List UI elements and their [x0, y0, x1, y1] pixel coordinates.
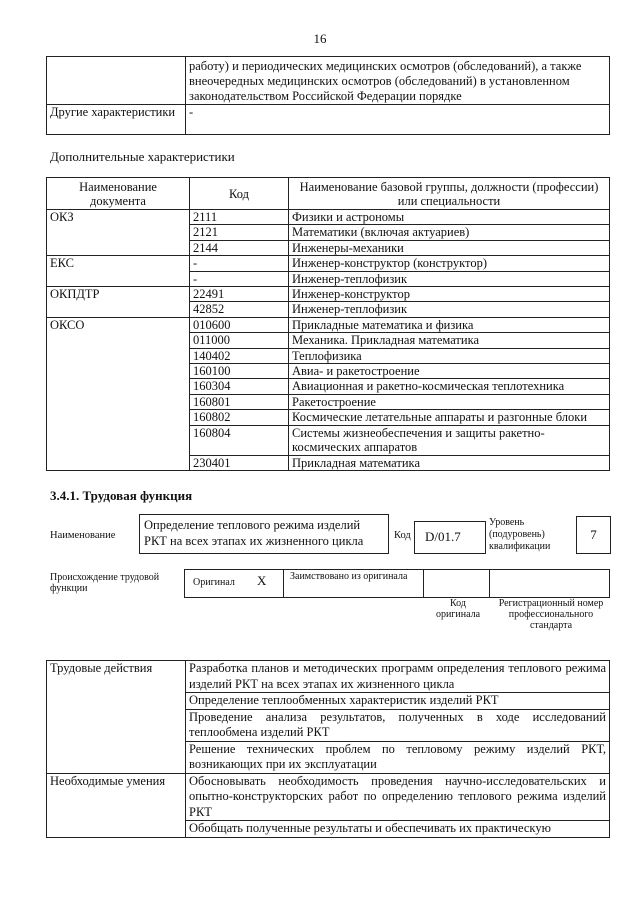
- group-name-cell: Прикладная математика: [289, 455, 610, 470]
- code-cell: 160804: [190, 425, 289, 455]
- function-name-value: Определение теплового режима изделий РКТ на всех этапах их жизненного цикла: [144, 518, 364, 548]
- group-name-cell: Механика. Прикладная математика: [289, 333, 610, 348]
- doc-name-cell: ОКПДТР: [47, 287, 190, 318]
- registration-number-caption: Регистрационный номер профессионального стандарта: [498, 598, 604, 631]
- doc-name-cell: ОКЗ: [47, 210, 190, 256]
- action-item-cell: Решение технических проблем по тепловому режиму изделий РКТ, возникающих при их эксплуатации: [186, 741, 610, 773]
- code-cell: -: [190, 271, 289, 286]
- action-item-cell: Обобщать полученные результаты и обеспечивать их практическую: [186, 821, 610, 838]
- other-characteristics-value: -: [186, 105, 610, 135]
- level-box: [576, 516, 611, 554]
- group-name-cell: Прикладные математика и физика: [289, 317, 610, 332]
- top-characteristics-table: [46, 56, 610, 135]
- code-cell: 160304: [190, 379, 289, 394]
- doc-name-cell: ЕКС: [47, 256, 190, 287]
- header-code: Код: [190, 178, 289, 210]
- table-row: [47, 661, 610, 693]
- function-code-value: D/01.7: [425, 529, 461, 544]
- original-label: Оригинал: [193, 577, 235, 588]
- code-cell: 011000: [190, 333, 289, 348]
- code-cell: 22491: [190, 287, 289, 302]
- group-name-cell: Теплофизика: [289, 348, 610, 363]
- code-cell: 160100: [190, 364, 289, 379]
- function-name-box: [139, 514, 389, 554]
- original-mark: X: [257, 573, 267, 588]
- level-label: Уровень (подуровень) квалификации: [489, 517, 551, 552]
- action-item-cell: Определение теплообменных характеристик изделий РКТ: [186, 693, 610, 710]
- code-cell: 230401: [190, 455, 289, 470]
- name-label: Наименование: [50, 530, 116, 541]
- table-row: [47, 317, 610, 332]
- code-cell: 160801: [190, 394, 289, 409]
- section-title: 3.4.1. Трудовая функция: [50, 488, 193, 503]
- code-cell: 160802: [190, 410, 289, 425]
- table-row: [47, 256, 610, 271]
- action-item-cell: Разработка планов и методических программ определения теплового режима изделий РКТ на всех этапах их жизненного цикла: [186, 661, 610, 693]
- level-value: 7: [590, 527, 597, 542]
- top-table-row1-text: работу) и периодических медицинских осмотров (обследований), а также внеочередных медицинских осмотров (обследований) в установленном законодательством Российской Федерации порядке: [186, 57, 610, 105]
- group-name-cell: Ракетостроение: [289, 394, 610, 409]
- group-name-cell: Авиационная и ракетно-космическая теплотехника: [289, 379, 610, 394]
- code-label: Код: [394, 530, 411, 541]
- group-name-cell: Космические летательные аппараты и разгонные блоки: [289, 410, 610, 425]
- original-code-caption: Код оригинала: [435, 598, 481, 620]
- top-table-empty-cell: [47, 57, 186, 105]
- code-cell: 42852: [190, 302, 289, 317]
- group-name-cell: Инженер-конструктор: [289, 287, 610, 302]
- table-row: [47, 773, 610, 821]
- group-name-cell: Инженер-теплофизик: [289, 271, 610, 286]
- group-name-cell: Физики и астрономы: [289, 210, 610, 225]
- additional-characteristics-heading: Дополнительные характеристики: [50, 149, 235, 164]
- code-cell: 140402: [190, 348, 289, 363]
- action-item-cell: Обосновывать необходимость проведения научно-исследовательских и опытно-конструкторских работ по определению теплового режима изделий РКТ: [186, 773, 610, 821]
- doc-name-cell: ОКСО: [47, 317, 190, 470]
- code-cell: 2121: [190, 225, 289, 240]
- section-label-cell: Необходимые умения: [47, 773, 186, 837]
- actions-table: [46, 660, 610, 838]
- action-item-cell: Проведение анализа результатов, полученных в ходе исследований теплообмена изделий РКТ: [186, 709, 610, 741]
- section-label-cell: Трудовые действия: [47, 661, 186, 774]
- group-name-cell: Математики (включая актуариев): [289, 225, 610, 240]
- table-row: [47, 287, 610, 302]
- classifier-table: [46, 177, 610, 471]
- code-cell: 2144: [190, 240, 289, 255]
- borrowed-label: Заимствовано из оригинала: [290, 571, 408, 582]
- code-cell: -: [190, 256, 289, 271]
- group-name-cell: Авиа- и ракетостроение: [289, 364, 610, 379]
- other-characteristics-label: Другие характеристики: [47, 105, 186, 135]
- header-doc-name: Наименование документа: [47, 178, 190, 210]
- table-row: [47, 210, 610, 225]
- group-name-cell: Инженер-теплофизик: [289, 302, 610, 317]
- group-name-cell: Системы жизнеобеспечения и защиты ракетно-космических аппаратов: [289, 425, 610, 455]
- group-name-cell: Инженер-конструктор (конструктор): [289, 256, 610, 271]
- code-cell: 010600: [190, 317, 289, 332]
- function-code-box: [414, 521, 486, 554]
- origin-label: Происхождение трудовой функции: [50, 572, 160, 594]
- group-name-cell: Инженеры-механики: [289, 240, 610, 255]
- header-group-name: Наименование базовой группы, должности (профессии) или специальности: [289, 178, 610, 210]
- page-number: 16: [313, 31, 327, 46]
- code-cell: 2111: [190, 210, 289, 225]
